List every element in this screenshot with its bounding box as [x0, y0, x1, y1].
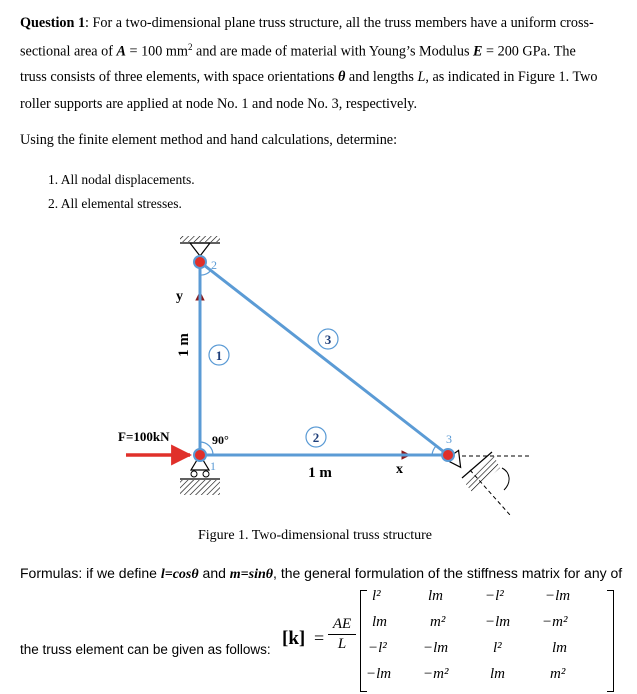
element-2-label: 2: [312, 430, 320, 445]
node-2: [194, 256, 206, 268]
matrix-cell-1-3: −l²: [485, 588, 504, 604]
matrix-cell-3-2: −lm: [423, 640, 449, 656]
question-line-1: Question 1: For a two-dimensional plane truss structure, all the truss members have a uniform cross-: [20, 15, 594, 31]
node-3: [442, 449, 454, 461]
matrix-cell-1-4: −lm: [545, 588, 571, 604]
question-line-2: sectional area of A = 100 $mm^2$ and are made of material with Young’s Modulus E = 200 GPa. The: [20, 42, 576, 60]
top-support: [180, 236, 220, 256]
right-bracket: [607, 590, 614, 692]
node-3-label: 3: [446, 432, 452, 446]
task-item-2: 2. All elemental stresses.: [48, 196, 182, 211]
task-item-1: 1. All nodal displacements.: [48, 172, 195, 187]
matrix-cell-3-3: l²: [493, 640, 502, 656]
formulas-intro: Formulas: if we define l=cosθ and m=sinθ, the general formulation of the stiffness matrix for any of: [20, 565, 623, 582]
coefficient: AE L: [328, 616, 356, 653]
matrix-cell-4-2: −m²: [423, 666, 449, 682]
matrix-cell-1-1: l²: [372, 588, 381, 604]
y-axis-label: y: [176, 289, 183, 304]
height-dimension-label: 1 m: [176, 333, 192, 357]
question-line-3: truss consists of three elements, with space orientations θ and lengths L, as indicated in Figure 1. Two: [20, 69, 598, 85]
node-2-label: 2: [211, 258, 217, 272]
formulas-follows: the truss element can be given as follows:: [20, 642, 271, 657]
element-1-label: 1: [215, 348, 223, 363]
element-3-label: 3: [324, 332, 332, 347]
matrix-cell-4-3: lm: [490, 666, 505, 682]
matrix-cell-3-4: lm: [552, 640, 567, 656]
matrix-cell-2-3: −lm: [485, 614, 511, 630]
matrix-cell-2-1: lm: [372, 614, 387, 630]
angle-label: 90°: [212, 433, 229, 447]
force-label: F=100kN: [118, 429, 170, 444]
intro-text: Using the finite element method and hand calculations, determine:: [20, 132, 398, 148]
matrix-cell-4-4: m²: [550, 666, 566, 682]
x-axis-label: x: [396, 462, 403, 477]
node-1-label: 1: [210, 459, 216, 473]
length-dimension-label: 1 m: [308, 465, 332, 481]
stiffness-equation: [280, 590, 620, 690]
matrix-cell-1-2: lm: [428, 588, 443, 604]
equals-sign: =: [314, 628, 325, 648]
k-symbol: [k]: [282, 628, 306, 649]
question-line-4: roller supports are applied at node No. 1 and node No. 3, respectively.: [20, 96, 417, 112]
node-1: [194, 449, 206, 461]
member-3: [200, 262, 448, 455]
matrix-cell-3-1: −l²: [368, 640, 387, 656]
matrix-cell-2-4: −m²: [542, 614, 568, 630]
matrix-cell-4-1: −lm: [366, 666, 392, 682]
matrix-cell-2-2: m²: [430, 614, 446, 630]
figure-caption: Figure 1. Two-dimensional truss structure: [198, 528, 433, 543]
question-label: Question 1: [20, 15, 86, 31]
inclined-support: [445, 450, 530, 515]
